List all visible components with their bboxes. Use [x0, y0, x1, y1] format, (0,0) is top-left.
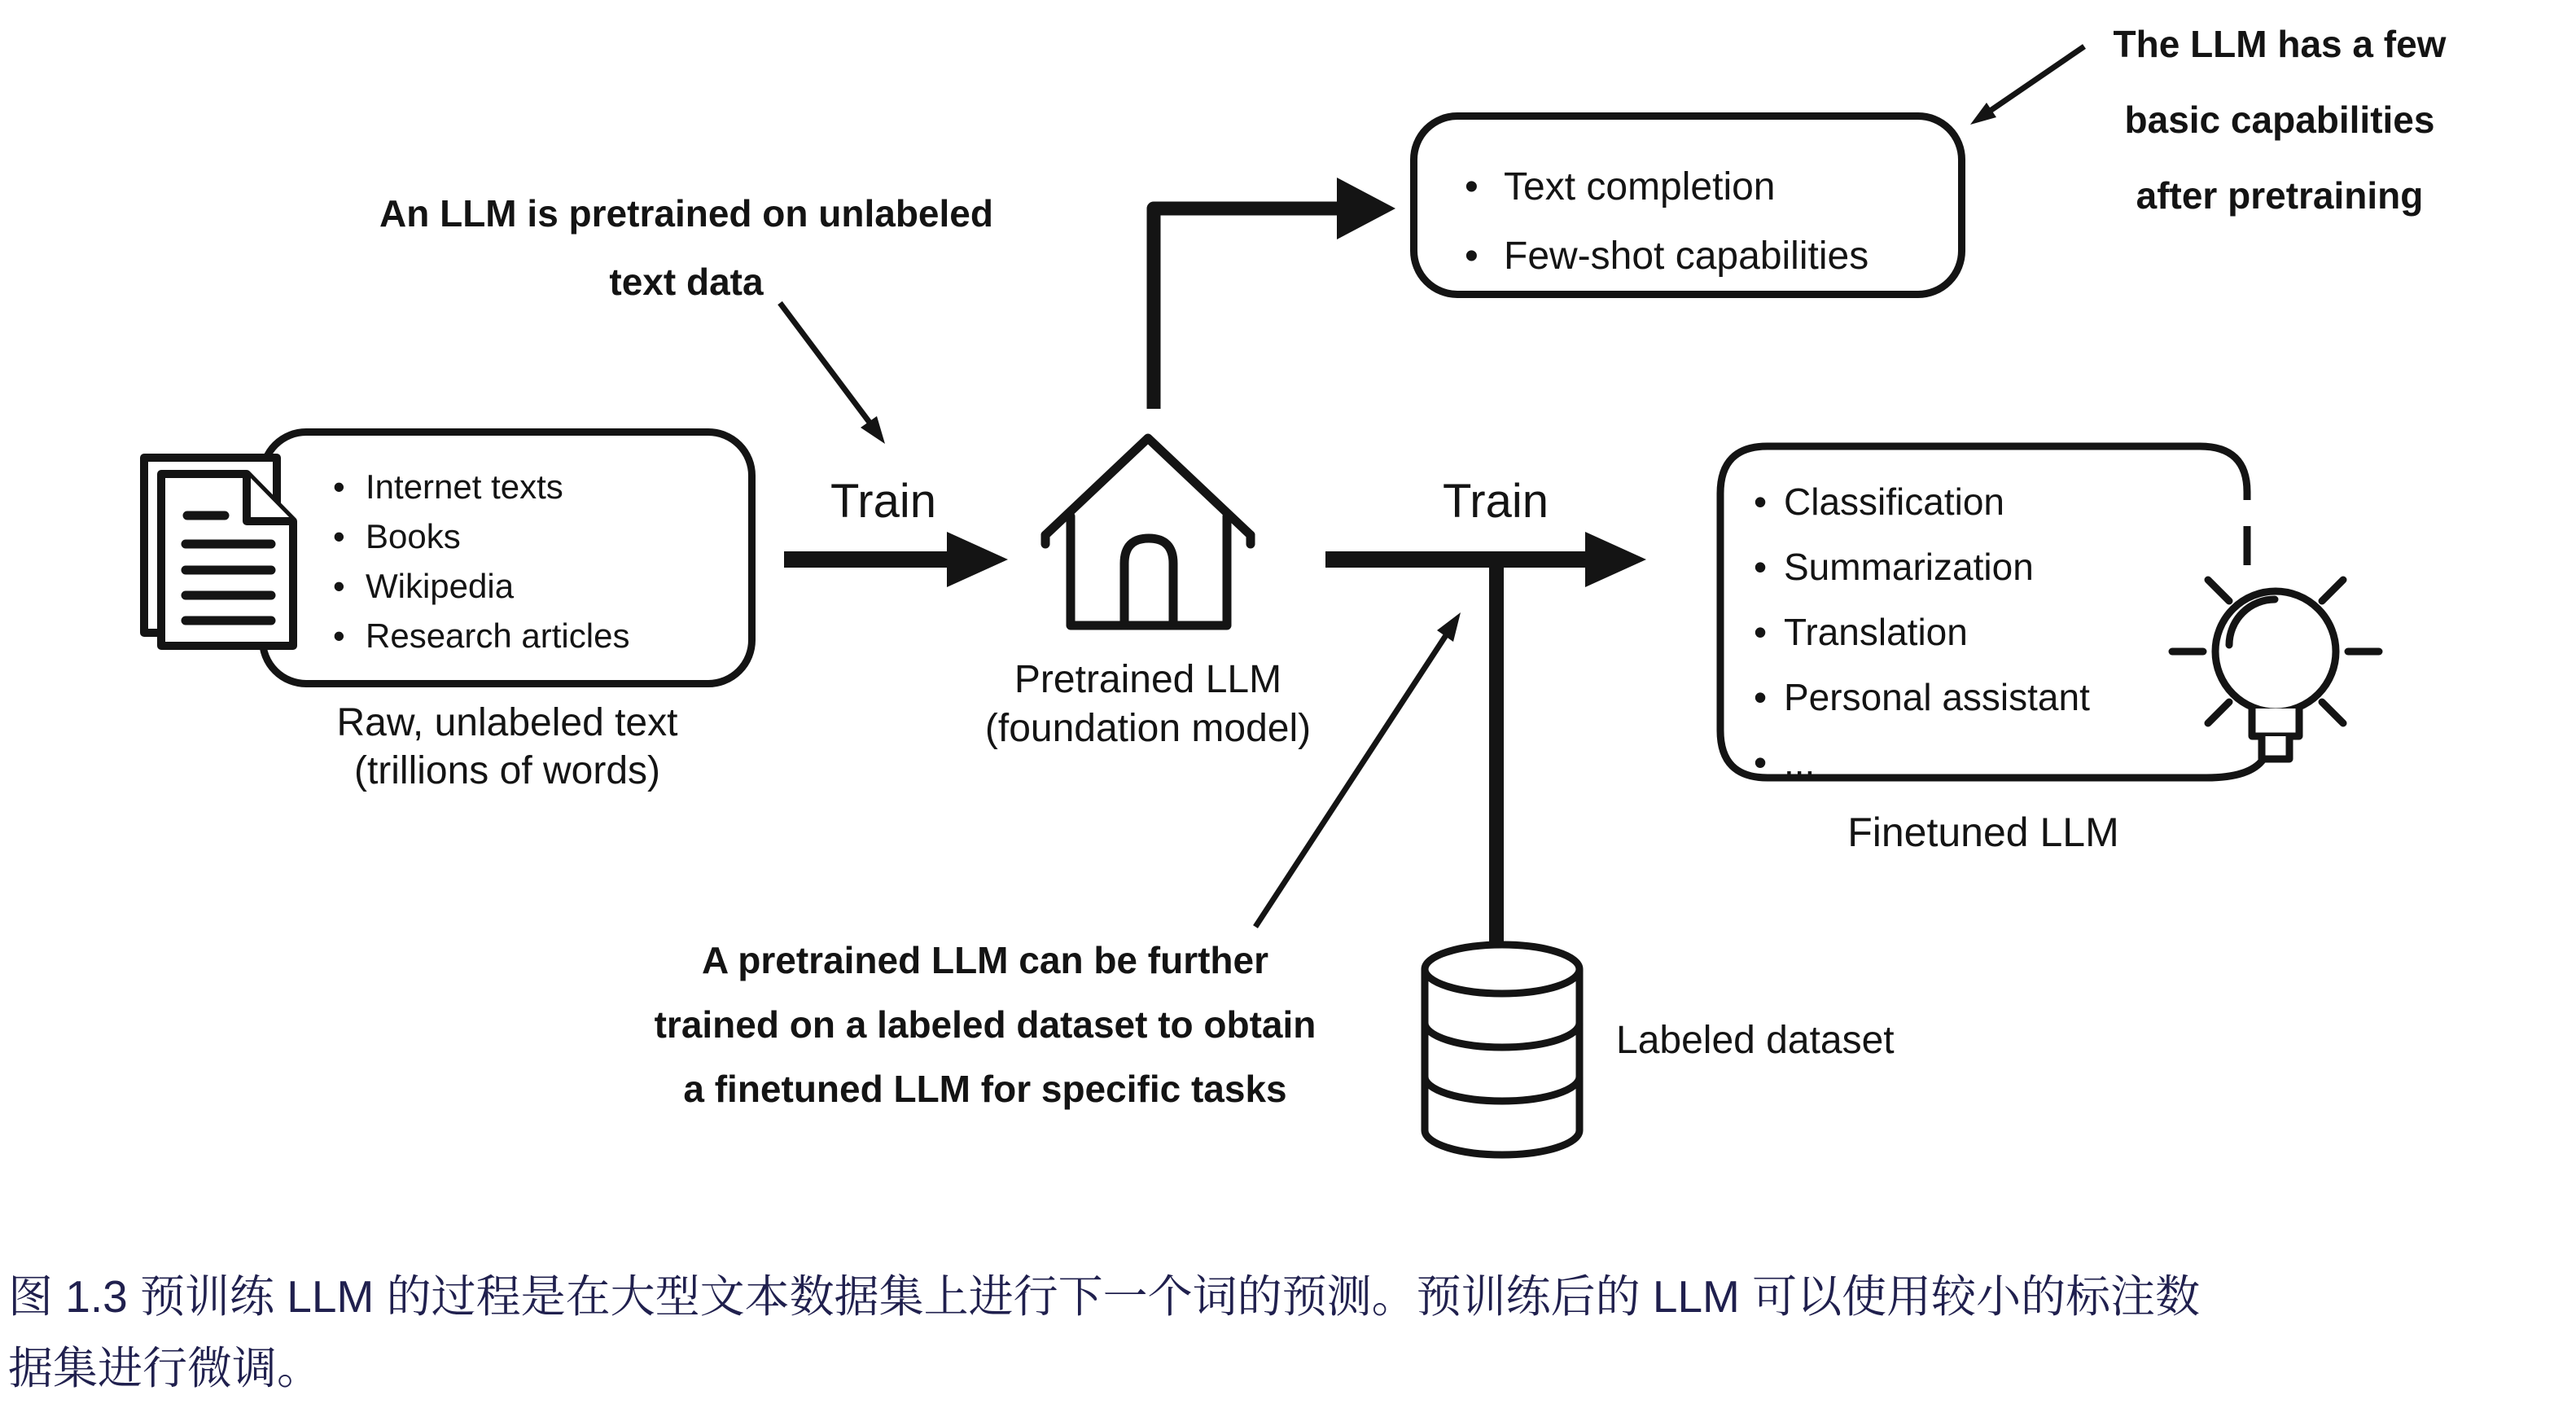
annotation-line: after pretraining [2136, 174, 2424, 217]
annotation-line: An LLM is pretrained on unlabeled [379, 192, 993, 235]
list-item-label: Summarization [1784, 546, 2034, 588]
annotation-line: A pretrained LLM can be further [701, 939, 1269, 981]
list-item-label: Translation [1784, 611, 1968, 653]
bullet-icon: • [1754, 546, 1768, 588]
bullet-icon: • [333, 616, 345, 655]
list-item-label: Books [366, 517, 461, 555]
finetuned-box-outline [1720, 446, 2263, 778]
annotation-line: trained on a labeled dataset to obtain [654, 1003, 1316, 1046]
annotation-line: basic capabilities [2124, 99, 2435, 141]
bullet-icon: • [333, 517, 345, 555]
bullet-icon: • [333, 467, 345, 506]
figure-caption-line: 据集进行微调。 [8, 1343, 322, 1393]
bullet-icon: • [1754, 676, 1768, 718]
caption-line: Raw, unlabeled text [336, 701, 678, 744]
house-icon [1045, 438, 1251, 625]
bullet-icon: • [1465, 165, 1479, 208]
pretrained-to-capabilities-arrow [1154, 178, 1395, 409]
bullet-icon: • [1465, 235, 1479, 278]
finetuned-box-caption: Finetuned LLM [1847, 809, 2119, 855]
caption-line: (trillions of words) [353, 749, 661, 792]
labeled-dataset-label: Labeled dataset [1616, 1019, 1895, 1062]
document-stack-icon [144, 458, 293, 646]
pretrain-note-arrow [780, 303, 885, 444]
list-item-label: Research articles [366, 616, 630, 655]
list-item-label: Classification [1784, 480, 2004, 523]
bullet-icon: • [333, 567, 345, 605]
caption-line: Pretrained LLM [1014, 658, 1282, 701]
list-item-label: Personal assistant [1784, 676, 2090, 718]
annotation-line: The LLM has a few [2113, 23, 2447, 65]
lightbulb-icon [2172, 580, 2379, 759]
train-label-right: Train [1443, 475, 1549, 528]
finetune-note-arrow [1255, 612, 1461, 927]
database-icon [1425, 945, 1579, 1155]
annotation-line: a finetuned LLM for specific tasks [683, 1068, 1287, 1110]
capabilities-note-arrow [1970, 46, 2084, 125]
list-item-label: ... [1784, 741, 1816, 783]
list-item-label: Internet texts [366, 467, 563, 506]
figure-caption-line: 图 1.3 预训练 LLM 的过程是在大型文本数据集上进行下一个词的预测。预训练后的 LLM 可以使用较小的标注数 [8, 1271, 2201, 1322]
list-item-label: Text completion [1504, 165, 1776, 208]
caption-line: (foundation model) [984, 707, 1312, 750]
train-label-left: Train [830, 475, 936, 528]
train-arrow-right [1325, 532, 1646, 587]
list-item-label: Few-shot capabilities [1504, 235, 1869, 278]
annotation-line: text data [609, 261, 764, 303]
bullet-icon: • [1754, 741, 1768, 783]
train-arrow-left [784, 532, 1008, 587]
bullet-icon: • [1754, 611, 1768, 653]
list-item-label: Wikipedia [366, 567, 515, 605]
bullet-icon: • [1754, 480, 1768, 523]
